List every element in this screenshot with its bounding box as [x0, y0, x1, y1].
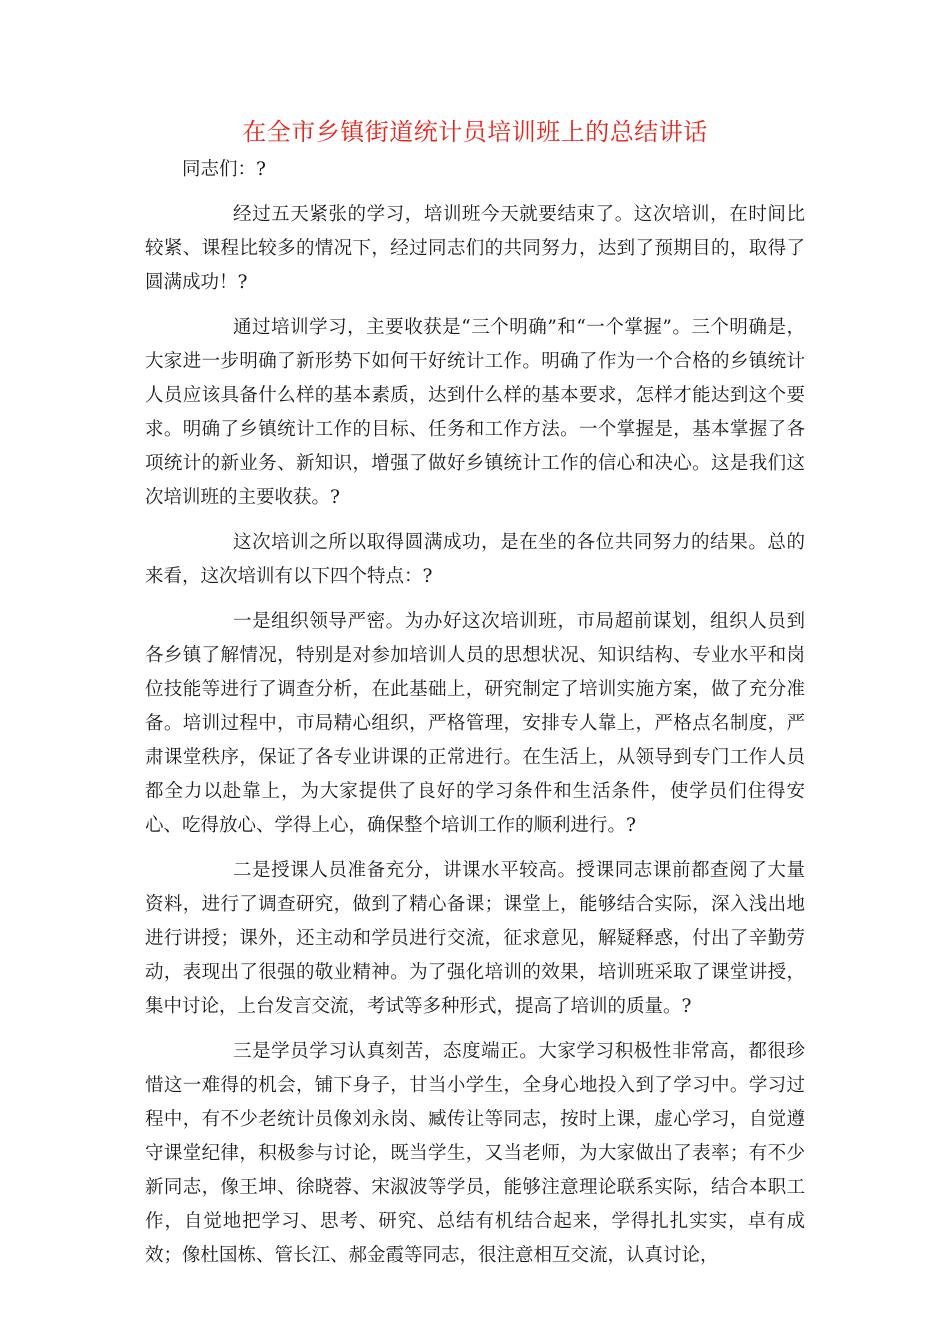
salutation: 同志们：?	[182, 159, 266, 180]
document-body	[145, 153, 805, 1284]
paragraph-feature-3: 三是学员学习认真刻苦，态度端正。大家学习积极性非常高，都很珍惜这一难得的机会，铺下身子，甘当小学生，全身心地投入到了学习中。学习过程中，有不少老统计员像刘永岗、臧传让等同志，按时上课，虚心学习，自觉遵守课堂纪律，积极参与讨论，既当学生，又当老师，为大家做出了表率；有不少新同志，像王坤、徐晓蓉、宋淑波等学员，能够注意理论联系实际，结合本职工作，自觉地把学习、思考、研究、总结有机结合起来，学得扎扎实实，卓有成效；像杜国栋、管长江、郝金霞等同志，很注意相互交流，认真讨论，	[145, 1041, 805, 1266]
paragraph-features-intro: 这次培训之所以取得圆满成功，是在坐的各位共同努力的结果。总的来看，这次培训有以下四个特点：?	[145, 532, 805, 587]
paragraph-intro: 经过五天紧张的学习，培训班今天就要结束了。这次培训，在时间比较紧、课程比较多的情况下，经过同志们的共同努力，达到了预期目的，取得了圆满成功！?	[145, 204, 805, 293]
paragraph-gains: 通过培训学习，主要收获是“三个明确”和“一个掌握”。三个明确是，大家进一步明确了新形势下如何干好统计工作。明确了作为一个合格的乡镇统计人员应该具备什么样的基本素质，达到什么样的基本要求，怎样才能达到这个要求。明确了乡镇统计工作的目标、任务和工作方法。一个掌握是，基本掌握了各项统计的新业务、新知识，增强了做好乡镇统计工作的信心和决心。这是我们这次培训班的主要收获。?	[145, 317, 805, 508]
paragraph-feature-2: 二是授课人员准备充分，讲课水平较高。授课同志课前都查阅了大量资料，进行了调查研究，做到了精心备课；课堂上，能够结合实际，深入浅出地进行讲授；课外，还主动和学员进行交流，征求意见，解疑释惑，付出了辛勤劳动，表现出了很强的敬业精神。为了强化培训的效果，培训班采取了课堂讲授，集中讨论，上台发言交流，考试等多种形式，提高了培训的质量。?	[145, 860, 805, 1017]
document-title: 在全市乡镇街道统计员培训班上的总结讲话	[242, 118, 708, 146]
paragraph-feature-1: 一是组织领导严密。为办好这次培训班，市局超前谋划，组织人员到各乡镇了解情况，特别是对参加培训人员的思想状况、知识结构、专业水平和岗位技能等进行了调查分析，在此基础上，研究制定了培训实施方案，做了充分准备。培训过程中，市局精心组织，严格管理，安排专人靠上，严格点名制度，严肃课堂秩序，保证了各专业讲课的正常进行。在生活上，从领导到专门工作人员都全力以赴靠上，为大家提供了良好的学习条件和生活条件，使学员们住得安心、吃得放心、学得上心，确保整个培训工作的顺利进行。?	[145, 611, 805, 836]
